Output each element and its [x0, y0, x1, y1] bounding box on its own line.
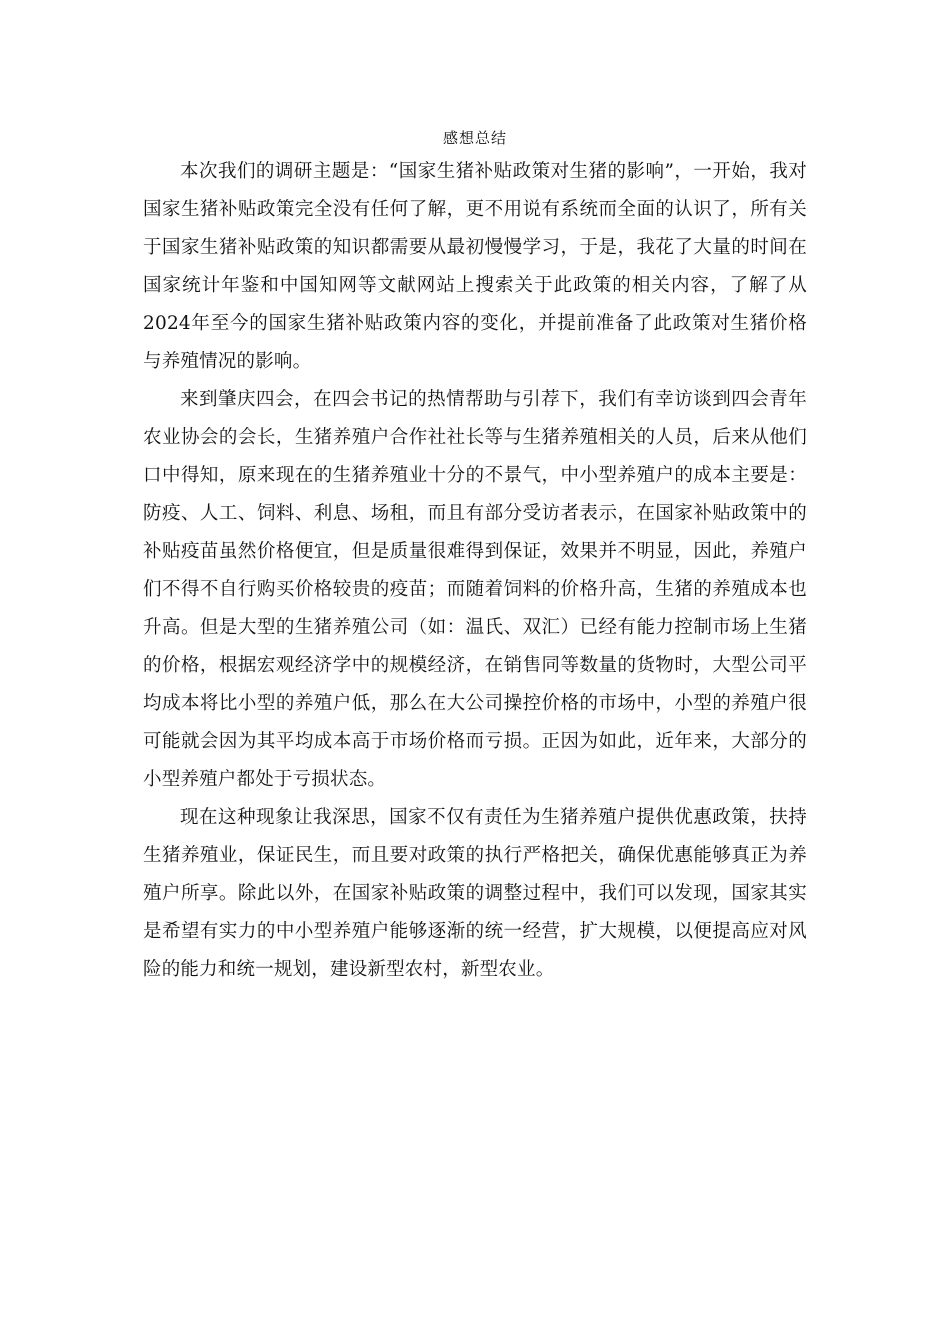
paragraph-1: 本次我们的调研主题是：“国家生猪补贴政策对生猪的影响”，一开始，我对国家生猪补贴政策完全没有任何了解，更不用说有系统而全面的认识了，所有关于国家生猪补贴政策的知识都需要从最初慢慢学习，于是，我花了大量的时间在国家统计年鉴和中国知网等文献网站上搜索关于此政策的相关内容，了解了从2024年至今的国家生猪补贴政策内容的变化，并提前准备了此政策对生猪价格与养殖情况的影响。	[143, 161, 807, 372]
document-body	[143, 153, 807, 989]
paragraph-2: 来到肇庆四会，在四会书记的热情帮助与引荐下，我们有幸访谈到四会青年农业协会的会长，生猪养殖户合作社社长等与生猪养殖相关的人员，后来从他们口中得知，原来现在的生猪养殖业十分的不景气，中小型养殖户的成本主要是：防疫、人工、饲料、利息、场租，而且有部分受访者表示，在国家补贴政策中的补贴疫苗虽然价格便宜，但是质量很难得到保证，效果并不明显，因此，养殖户们不得不自行购买价格较贵的疫苗；而随着饲料的价格升高，生猪的养殖成本也升高。但是大型的生猪养殖公司（如：温氏、双汇）已经有能力控制市场上生猪的价格，根据宏观经济学中的规模经济，在销售同等数量的货物时，大型公司平均成本将比小型的养殖户低，那么在大公司操控价格的市场中，小型的养殖户很可能就会因为其平均成本高于市场价格而亏损。正因为如此，近年来，大部分的小型养殖户都处于亏损状态。	[143, 389, 807, 790]
paragraph-3: 现在这种现象让我深思，国家不仅有责任为生猪养殖户提供优惠政策，扶持生猪养殖业，保证民生，而且要对政策的执行严格把关，确保优惠能够真正为养殖户所享。除此以外，在国家补贴政策的调整过程中，我们可以发现，国家其实是希望有实力的中小型养殖户能够逐渐的统一经营，扩大规模，以便提高应对风险的能力和统一规划，建设新型农村，新型农业。	[143, 807, 807, 980]
document-title: 感想总结	[442, 129, 507, 147]
